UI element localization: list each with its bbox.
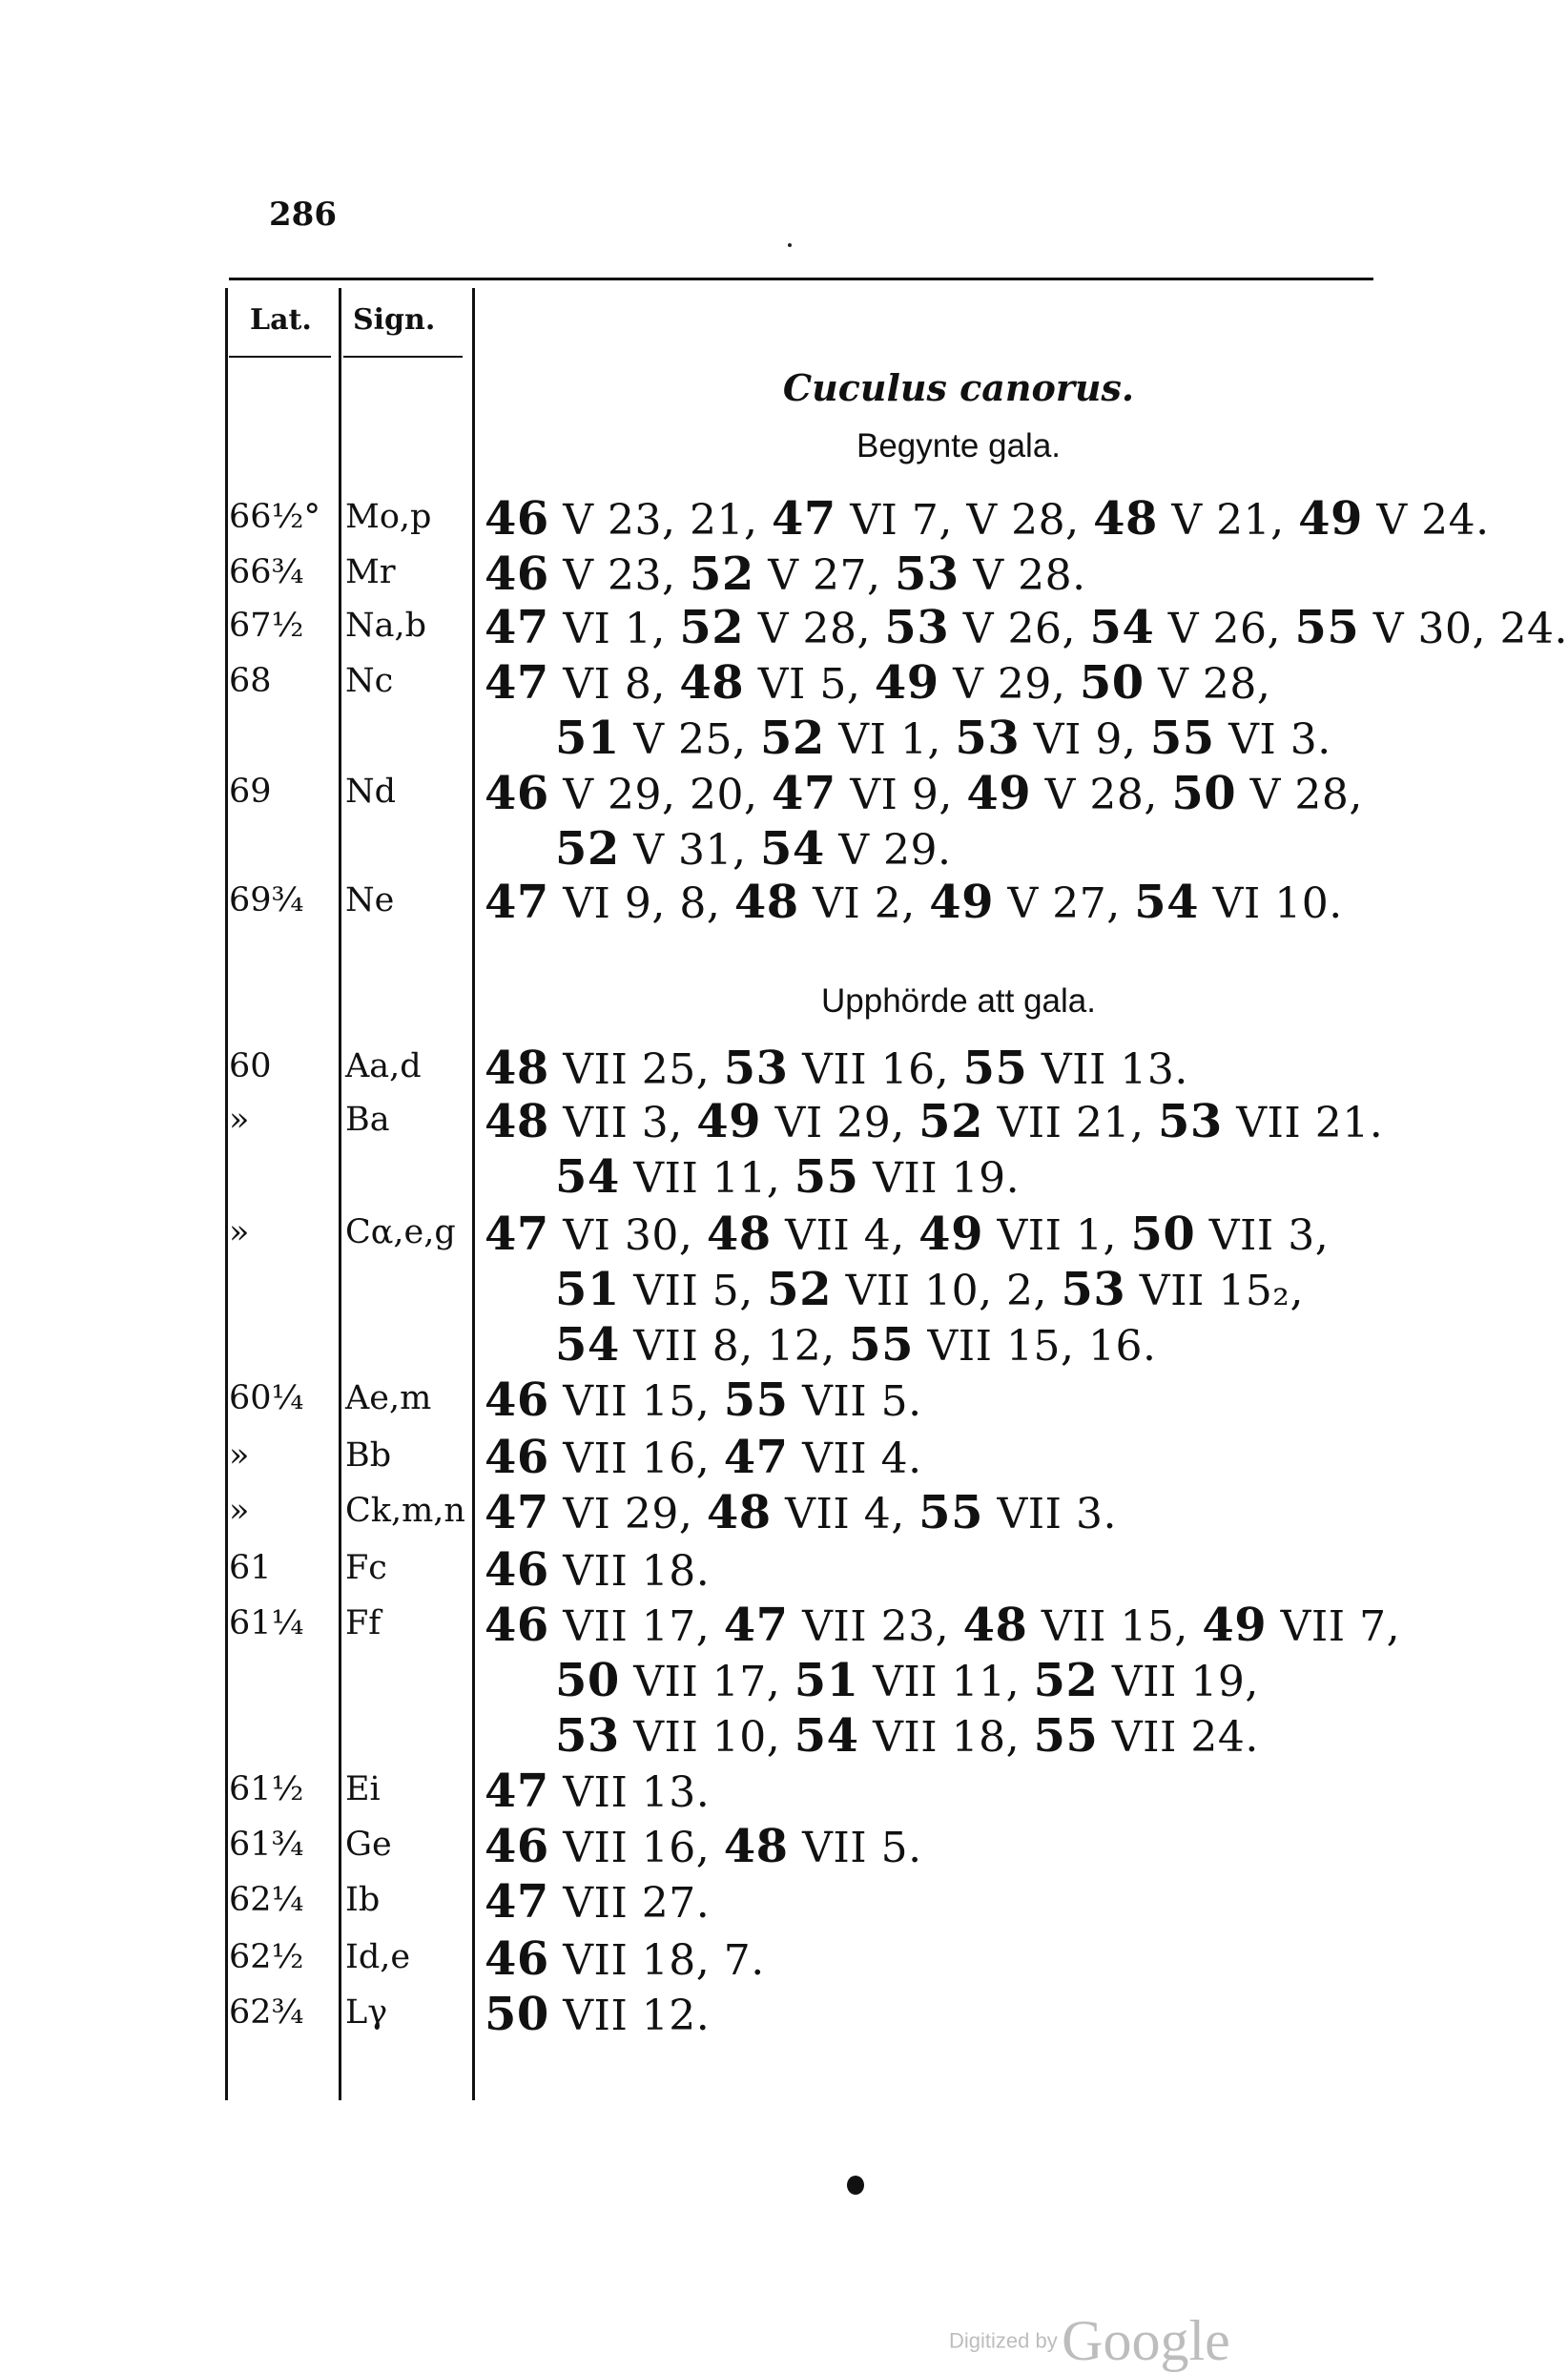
record-line: 53 VII 10, 54 VII 18, 55 VII 24.: [555, 1709, 1259, 1763]
year-number: 55: [962, 1042, 1028, 1095]
year-number: 47: [485, 1875, 549, 1929]
year-number: 52: [767, 1263, 833, 1316]
record-line: 50 VII 12.: [485, 1988, 711, 2041]
record-line: 47 VI 29, 48 VII 4, 55 VII 3.: [485, 1486, 1117, 1539]
record-line: 51 VII 5, 52 VII 10, 2, 53 VII 15₂,: [555, 1263, 1304, 1316]
year-number: 47: [485, 1486, 549, 1539]
year-number: 49: [874, 656, 939, 710]
year-number: 52: [555, 822, 620, 876]
year-number: 46: [485, 1431, 549, 1484]
record-line: 51 V 25, 52 VI 1, 53 VI 9, 55 VI 3.: [555, 712, 1331, 765]
ink-speck: [788, 243, 792, 247]
year-number: 48: [962, 1599, 1028, 1652]
year-number: 48: [733, 876, 799, 929]
latitude-cell: 62½: [229, 1938, 304, 1976]
section-title: Upphörde att gala.: [821, 982, 1096, 1020]
year-number: 46: [485, 1599, 549, 1652]
page-number: 286: [269, 196, 337, 234]
station-sign-cell: Nd: [345, 773, 397, 811]
latitude-cell: 66½°: [229, 498, 320, 536]
year-number: 48: [1093, 492, 1158, 546]
record-line: 54 VII 8, 12, 55 VII 15, 16.: [555, 1318, 1157, 1372]
station-sign-cell: Ck,m,n: [345, 1492, 465, 1530]
station-sign-cell: Ae,m: [345, 1379, 432, 1417]
record-line: 47 VII 27.: [485, 1875, 711, 1929]
station-sign-cell: Cα,e,g: [345, 1213, 456, 1251]
year-number: 46: [485, 767, 549, 820]
latitude-cell: 69¾: [229, 881, 304, 919]
record-line: 46 VII 18.: [485, 1543, 711, 1597]
year-number: 53: [555, 1709, 620, 1763]
station-sign-cell: Fc: [345, 1549, 387, 1587]
station-sign-cell: Na,b: [345, 607, 427, 645]
year-number: 48: [706, 1208, 772, 1261]
year-number: 50: [555, 1654, 620, 1707]
year-number: 49: [1202, 1599, 1268, 1652]
year-number: 46: [485, 1932, 549, 1986]
record-line: 47 VI 1, 52 V 28, 53 V 26, 54 V 26, 55 V 30, 24.: [485, 601, 1568, 654]
year-number: 55: [918, 1486, 983, 1539]
year-number: 53: [895, 547, 959, 601]
species-heading: Cuculus canorus.: [782, 366, 1135, 409]
station-sign-cell: Ge: [345, 1826, 392, 1864]
station-sign-cell: Ff: [345, 1604, 382, 1642]
year-number: 49: [966, 767, 1032, 820]
record-line: 47 VII 13.: [485, 1765, 711, 1818]
year-number: 55: [1033, 1709, 1099, 1763]
year-number: 54: [794, 1709, 859, 1763]
year-number: 48: [679, 656, 745, 710]
record-line: 46 VII 15, 55 VII 5.: [485, 1373, 922, 1427]
record-line: 46 VII 16, 47 VII 4.: [485, 1431, 922, 1484]
station-sign-cell: Nc: [345, 662, 394, 700]
latitude-cell: 69: [229, 773, 272, 811]
latitude-cell: 62¼: [229, 1881, 304, 1919]
year-number: 47: [485, 656, 549, 710]
year-number: 51: [794, 1654, 859, 1707]
latitude-cell: »: [229, 1492, 250, 1530]
latitude-cell: 68: [229, 662, 272, 700]
year-number: 52: [679, 601, 745, 654]
year-number: 48: [485, 1042, 549, 1095]
latitude-cell: 66¾: [229, 553, 304, 591]
year-number: 46: [485, 547, 549, 601]
year-number: 48: [723, 1820, 789, 1873]
year-number: 49: [696, 1095, 762, 1148]
record-line: 47 VI 30, 48 VII 4, 49 VII 1, 50 VII 3,: [485, 1208, 1330, 1261]
year-number: 47: [771, 767, 836, 820]
latitude-cell: 60: [229, 1047, 272, 1085]
column-divider-lat-sign: [339, 288, 341, 2100]
lat-header-rule: [229, 356, 331, 358]
year-number: 52: [690, 547, 754, 601]
record-line: 46 V 23, 21, 47 VI 7, V 28, 48 V 21, 49 V 24.: [485, 492, 1490, 546]
year-number: 52: [918, 1095, 983, 1148]
latitude-cell: 61¼: [229, 1604, 304, 1642]
table-top-rule: [229, 278, 1373, 280]
latitude-cell: 62¾: [229, 1993, 304, 2032]
watermark-brand: Google: [1062, 2309, 1230, 2372]
record-line: 50 VII 17, 51 VII 11, 52 VII 19,: [555, 1654, 1259, 1707]
year-number: 54: [1089, 601, 1155, 654]
station-sign-cell: Aa,d: [345, 1047, 422, 1085]
year-number: 51: [555, 712, 620, 765]
sign-header-rule: [343, 356, 463, 358]
section-title: Begynte gala.: [856, 427, 1062, 464]
year-number: 55: [1294, 601, 1360, 654]
year-number: 46: [485, 1820, 549, 1873]
year-number: 49: [1298, 492, 1363, 546]
year-number: 50: [1079, 656, 1145, 710]
year-number: 51: [555, 1263, 620, 1316]
station-sign-cell: Ib: [345, 1881, 381, 1919]
year-number: 54: [760, 822, 825, 876]
year-number: 47: [723, 1599, 789, 1652]
lat-column-header: Lat.: [250, 303, 312, 337]
printer-mark: [847, 2176, 864, 2195]
year-number: 46: [485, 492, 549, 546]
station-sign-cell: Ne: [345, 881, 395, 919]
year-number: 53: [955, 712, 1021, 765]
year-number: 47: [485, 876, 549, 929]
year-number: 54: [555, 1318, 620, 1372]
year-number: 47: [771, 492, 836, 546]
station-sign-cell: Bb: [345, 1436, 392, 1475]
record-line: 46 VII 17, 47 VII 23, 48 VII 15, 49 VII 7,: [485, 1599, 1401, 1652]
year-number: 55: [723, 1373, 789, 1427]
record-line: 46 V 29, 20, 47 VI 9, 49 V 28, 50 V 28,: [485, 767, 1363, 820]
station-sign-cell: Mr: [345, 553, 396, 591]
year-number: 55: [849, 1318, 915, 1372]
column-divider-sign-records: [472, 288, 475, 2100]
year-number: 49: [929, 876, 995, 929]
latitude-cell: »: [229, 1436, 250, 1475]
record-line: 46 V 23, 52 V 27, 53 V 28.: [485, 547, 1086, 601]
record-line: 54 VII 11, 55 VII 19.: [555, 1150, 1021, 1204]
record-line: 47 VI 8, 48 VI 5, 49 V 29, 50 V 28,: [485, 656, 1271, 710]
year-number: 48: [706, 1486, 772, 1539]
year-number: 53: [1157, 1095, 1223, 1148]
year-number: 52: [760, 712, 825, 765]
year-number: 50: [1171, 767, 1237, 820]
year-number: 47: [485, 1765, 549, 1818]
year-number: 54: [1134, 876, 1200, 929]
table-left-rule: [225, 288, 228, 2100]
sign-column-header: Sign.: [353, 303, 436, 337]
year-number: 50: [485, 1988, 549, 2041]
year-number: 53: [1061, 1263, 1126, 1316]
station-sign-cell: Ba: [345, 1101, 390, 1139]
record-line: 52 V 31, 54 V 29.: [555, 822, 952, 876]
latitude-cell: »: [229, 1213, 250, 1251]
year-number: 53: [884, 601, 950, 654]
year-number: 52: [1033, 1654, 1099, 1707]
year-number: 53: [723, 1042, 789, 1095]
station-sign-cell: Ei: [345, 1770, 381, 1808]
record-line: 46 VII 18, 7.: [485, 1932, 765, 1986]
record-line: 46 VII 16, 48 VII 5.: [485, 1820, 922, 1873]
latitude-cell: »: [229, 1101, 250, 1139]
station-sign-cell: Lγ: [345, 1993, 388, 2032]
station-sign-cell: Mo,p: [345, 498, 432, 536]
year-number: 47: [485, 601, 549, 654]
year-number: 46: [485, 1373, 549, 1427]
latitude-cell: 61: [229, 1549, 272, 1587]
record-line: 48 VII 3, 49 VI 29, 52 VII 21, 53 VII 21.: [485, 1095, 1384, 1148]
station-sign-cell: Id,e: [345, 1938, 411, 1976]
year-number: 55: [1149, 712, 1215, 765]
latitude-cell: 60¼: [229, 1379, 304, 1417]
year-number: 49: [918, 1208, 983, 1261]
digitization-watermark: [949, 2308, 1230, 2374]
year-number: 50: [1130, 1208, 1196, 1261]
record-line: 48 VII 25, 53 VII 16, 55 VII 13.: [485, 1042, 1188, 1095]
latitude-cell: 67½: [229, 607, 304, 645]
latitude-cell: 61¾: [229, 1826, 304, 1864]
year-number: 54: [555, 1150, 620, 1204]
year-number: 48: [485, 1095, 549, 1148]
year-number: 47: [723, 1431, 789, 1484]
year-number: 47: [485, 1208, 549, 1261]
record-line: 47 VI 9, 8, 48 VI 2, 49 V 27, 54 VI 10.: [485, 876, 1343, 929]
watermark-prefix: Digitized by: [949, 2328, 1058, 2353]
year-number: 55: [794, 1150, 859, 1204]
year-number: 46: [485, 1543, 549, 1597]
latitude-cell: 61½: [229, 1770, 304, 1808]
